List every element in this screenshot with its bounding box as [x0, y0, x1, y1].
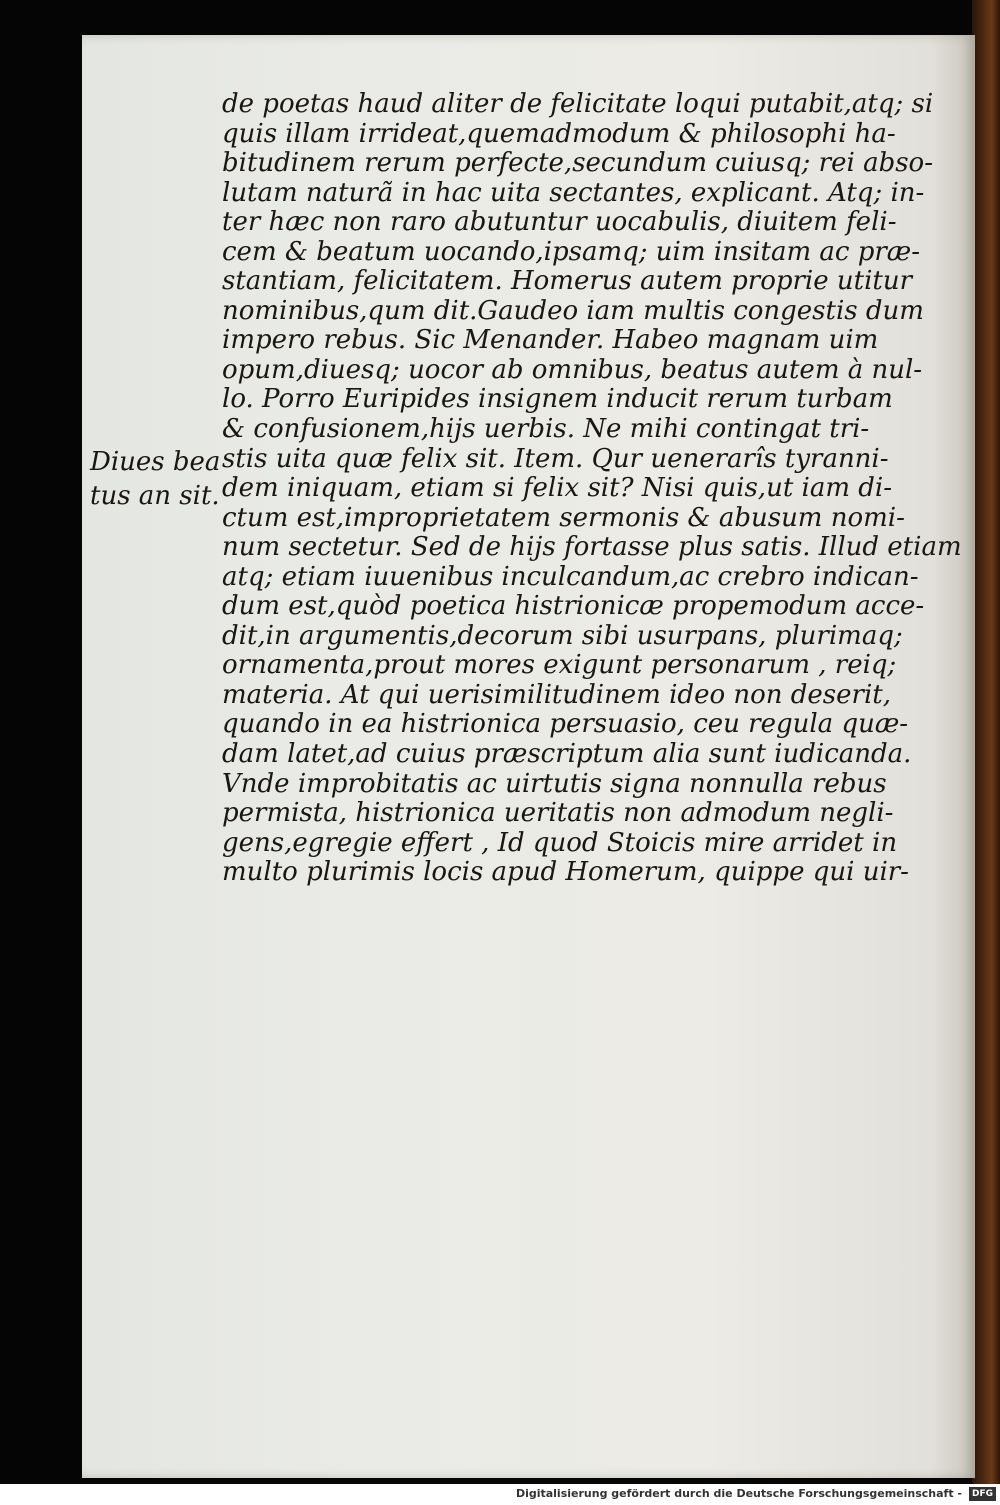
- marginal-note: [90, 445, 290, 513]
- text-line: stis uita quæ felix sit. Item. Qur uenerarîs tyranni-: [222, 443, 889, 474]
- text-line: bitudinem rerum perfecte,secundum cuiusq; rei abso-: [222, 148, 933, 179]
- text-line: ter hæc non raro abutuntur uocabulis, diuitem feli-: [222, 207, 897, 238]
- text-line: lo. Porro Euripides insignem inducit rerum turbam: [222, 384, 893, 415]
- text-line: quando in ea histrionica persuasio, ceu regula quæ-: [222, 709, 909, 740]
- footer: [0, 1484, 1000, 1505]
- text-line: materia. At qui uerisimilitudinem ideo non deserit,: [222, 679, 891, 710]
- text-line: dit,in argumentis,decorum sibi usurpans, plurimaq;: [222, 620, 903, 651]
- marginal-line: Diues bea: [90, 447, 221, 477]
- text-line: permista, histrionica ueritatis non admodum negli-: [222, 798, 894, 829]
- text-line: atq; etiam iuuenibus inculcandum,ac crebro indican-: [222, 561, 919, 592]
- text-line: de poetas haud aliter de felicitate loqui putabit,atq; si: [222, 89, 934, 119]
- text-line: opum,diuesq; uocor ab omnibus, beatus autem à nul-: [222, 354, 923, 385]
- text-line: num sectetur. Sed de hijs fortasse plus satis. Illud etiam: [222, 532, 962, 563]
- marginal-line: tus an sit.: [90, 481, 220, 511]
- text-line: ctum est,improprietatem sermonis & abusum nomi-: [222, 502, 905, 533]
- book-edge: [972, 0, 1000, 1484]
- text-line: impero rebus. Sic Menander. Habeo magnam uim: [222, 325, 879, 356]
- text-line: lutam naturã in hac uita sectantes, explicant. Atq; in-: [222, 177, 925, 208]
- dfg-logo: DFG: [969, 1487, 996, 1501]
- text-line: dum est,quòd poetica histrionicæ propemodum acce-: [222, 591, 925, 622]
- text-line: multo plurimis locis apud Homerum, quippe qui uir-: [222, 857, 909, 888]
- text-line: ornamenta,prout mores exigunt personarum , reiq;: [222, 650, 897, 681]
- funding-credit: Digitalisierung gefördert durch die Deutsche Forschungsgemeinschaft -: [515, 1487, 962, 1500]
- text-line: quis illam irrideat,quemadmodum & philosophi ha-: [222, 118, 896, 149]
- body-text: [222, 89, 962, 888]
- text-line: dam latet,ad cuius præscriptum alia sunt iudicanda.: [222, 739, 912, 770]
- text-line: nominibus,qum dit.Gaudeo iam multis congestis dum: [222, 295, 924, 326]
- text-line: Vnde improbitatis ac uirtutis signa nonnulla rebus: [222, 768, 887, 799]
- text-line: cem & beatum uocando,ipsamq; uim insitam ac præ-: [222, 236, 921, 267]
- text-line: gens,egregie effert , Id quod Stoicis mire arridet in: [222, 827, 898, 858]
- text-line: stantiam, felicitatem. Homerus autem proprie utitur: [222, 266, 913, 297]
- text-line: dem iniquam, etiam si felix sit? Nisi quis,ut iam di-: [222, 473, 893, 504]
- text-line: & confusionem,hijs uerbis. Ne mihi contingat tri-: [222, 414, 870, 445]
